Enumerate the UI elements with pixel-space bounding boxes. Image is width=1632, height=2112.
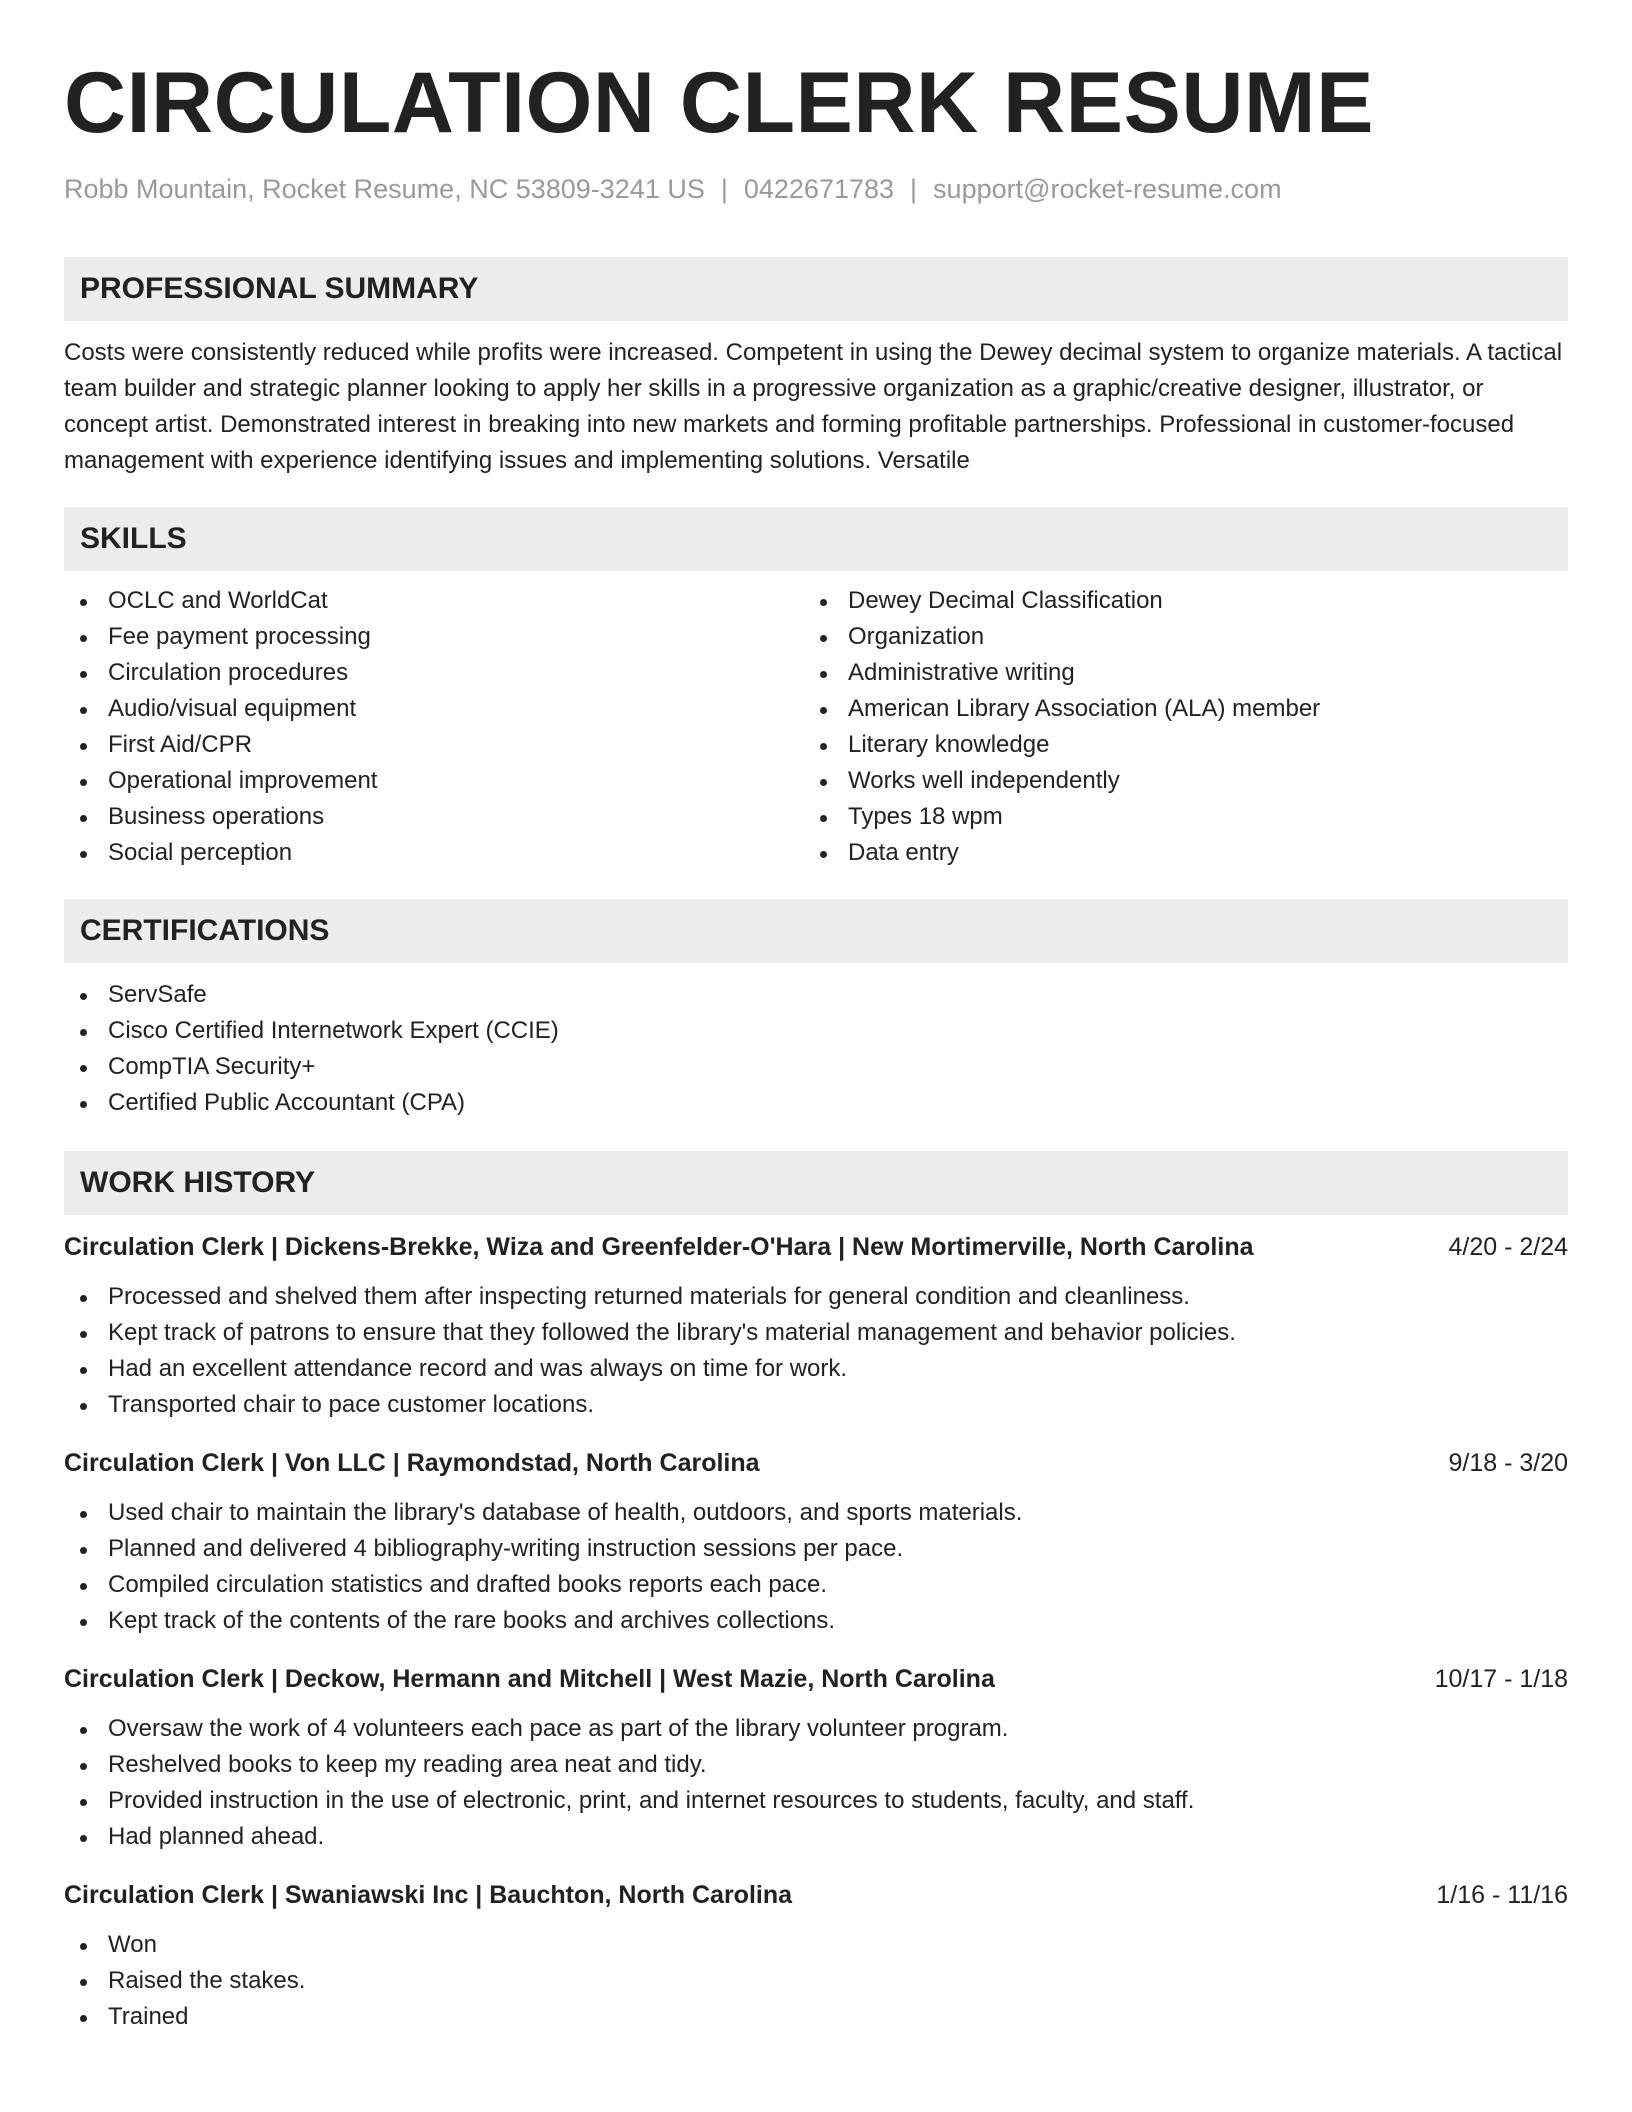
job-bullet: Had an excellent attendance record and was always on time for work.	[64, 1351, 1568, 1387]
contact-phone: 0422671783	[743, 173, 895, 204]
skill-item: Operational improvement	[64, 763, 804, 799]
skill-item: Audio/visual equipment	[64, 691, 804, 727]
section-header-work-history: WORK HISTORY	[64, 1151, 1568, 1215]
skill-item: Fee payment processing	[64, 619, 804, 655]
skill-item: Literary knowledge	[804, 727, 1544, 763]
skill-item: Dewey Decimal Classification	[804, 583, 1544, 619]
skill-item: Works well independently	[804, 763, 1544, 799]
job-bullet: Compiled circulation statistics and drafted books reports each pace.	[64, 1567, 1568, 1603]
section-header-certifications: CERTIFICATIONS	[64, 899, 1568, 963]
skills-grid	[64, 583, 1568, 871]
contact-address: Robb Mountain, Rocket Resume, NC 53809-3241 US	[64, 173, 705, 204]
job-bullet: Raised the stakes.	[64, 1963, 1568, 1999]
contact-email: support@rocket-resume.com	[933, 173, 1282, 204]
job-bullet: Kept track of the contents of the rare books and archives collections.	[64, 1603, 1568, 1639]
job-bullet: Won	[64, 1927, 1568, 1963]
job-header	[64, 1877, 1568, 1913]
job-bullets	[64, 1711, 1568, 1855]
job-bullets	[64, 1927, 1568, 2035]
job-bullet: Had planned ahead.	[64, 1819, 1568, 1855]
certifications-list	[64, 977, 1568, 1121]
job-entry	[64, 1661, 1568, 1855]
skill-item: American Library Association (ALA) member	[804, 691, 1544, 727]
skills-list-left	[64, 583, 804, 871]
skill-item: Administrative writing	[804, 655, 1544, 691]
job-bullet: Provided instruction in the use of electronic, print, and internet resources to students, faculty, and staff.	[64, 1783, 1568, 1819]
job-header	[64, 1661, 1568, 1697]
job-bullet: Transported chair to pace customer locations.	[64, 1387, 1568, 1423]
job-bullet: Reshelved books to keep my reading area neat and tidy.	[64, 1747, 1568, 1783]
certification-item: CompTIA Security+	[64, 1049, 1568, 1085]
job-bullets	[64, 1279, 1568, 1423]
job-dates: 10/17 - 1/18	[1434, 1664, 1568, 1693]
job-entry	[64, 1229, 1568, 1423]
job-entry	[64, 1445, 1568, 1639]
skill-item: Circulation procedures	[64, 655, 804, 691]
job-title: Circulation Clerk | Swaniawski Inc | Bauchton, North Carolina	[64, 1880, 793, 1909]
job-bullet: Oversaw the work of 4 volunteers each pace as part of the library volunteer program.	[64, 1711, 1568, 1747]
job-dates: 4/20 - 2/24	[1448, 1232, 1568, 1261]
skill-item: Types 18 wpm	[804, 799, 1544, 835]
job-bullets	[64, 1495, 1568, 1639]
contact-separator: |	[720, 173, 728, 204]
job-bullet: Kept track of patrons to ensure that they followed the library's material management and behavior policies.	[64, 1315, 1568, 1351]
job-title: Circulation Clerk | Dickens-Brekke, Wiza and Greenfelder-O'Hara | New Mortimerville, North Carolina	[64, 1232, 1254, 1261]
skill-item: OCLC and WorldCat	[64, 583, 804, 619]
skill-item: Organization	[804, 619, 1544, 655]
job-dates: 1/16 - 11/16	[1436, 1880, 1568, 1909]
skill-item: Business operations	[64, 799, 804, 835]
job-header	[64, 1445, 1568, 1481]
certification-item: Cisco Certified Internetwork Expert (CCIE)	[64, 1013, 1568, 1049]
job-bullet: Trained	[64, 1999, 1568, 2035]
job-entry	[64, 1877, 1568, 2035]
certification-item: Certified Public Accountant (CPA)	[64, 1085, 1568, 1121]
job-bullet: Processed and shelved them after inspecting returned materials for general condition and cleanliness.	[64, 1279, 1568, 1315]
job-title: Circulation Clerk | Von LLC | Raymondstad, North Carolina	[64, 1448, 760, 1477]
skill-item: First Aid/CPR	[64, 727, 804, 763]
resume-title: CIRCULATION CLERK RESUME	[64, 55, 1374, 151]
job-title: Circulation Clerk | Deckow, Hermann and Mitchell | West Mazie, North Carolina	[64, 1664, 995, 1693]
certification-item: ServSafe	[64, 977, 1568, 1013]
job-bullet: Planned and delivered 4 bibliography-writing instruction sessions per pace.	[64, 1531, 1568, 1567]
contact-separator: |	[910, 173, 918, 204]
section-header-summary: PROFESSIONAL SUMMARY	[64, 257, 1568, 321]
skills-list-right	[804, 583, 1544, 871]
summary-text: Costs were consistently reduced while profits were increased. Competent in using the Dewey decimal system to organize materials. A tactical team builder and strategic planner looking to apply her skills in a progressive organization as a graphic/creative designer, illustrator, or concept artist. Demonstrated interest in breaking into new markets and forming profitable partnerships. Professional in customer-focused management with experience identifying issues and implementing solutions. Versatile	[64, 338, 1563, 474]
job-header	[64, 1229, 1568, 1265]
skill-item: Social perception	[64, 835, 804, 871]
job-dates: 9/18 - 3/20	[1448, 1448, 1568, 1477]
contact-line	[64, 173, 1568, 205]
skill-item: Data entry	[804, 835, 1544, 871]
section-header-skills: SKILLS	[64, 507, 1568, 571]
job-bullet: Used chair to maintain the library's database of health, outdoors, and sports materials.	[64, 1495, 1568, 1531]
